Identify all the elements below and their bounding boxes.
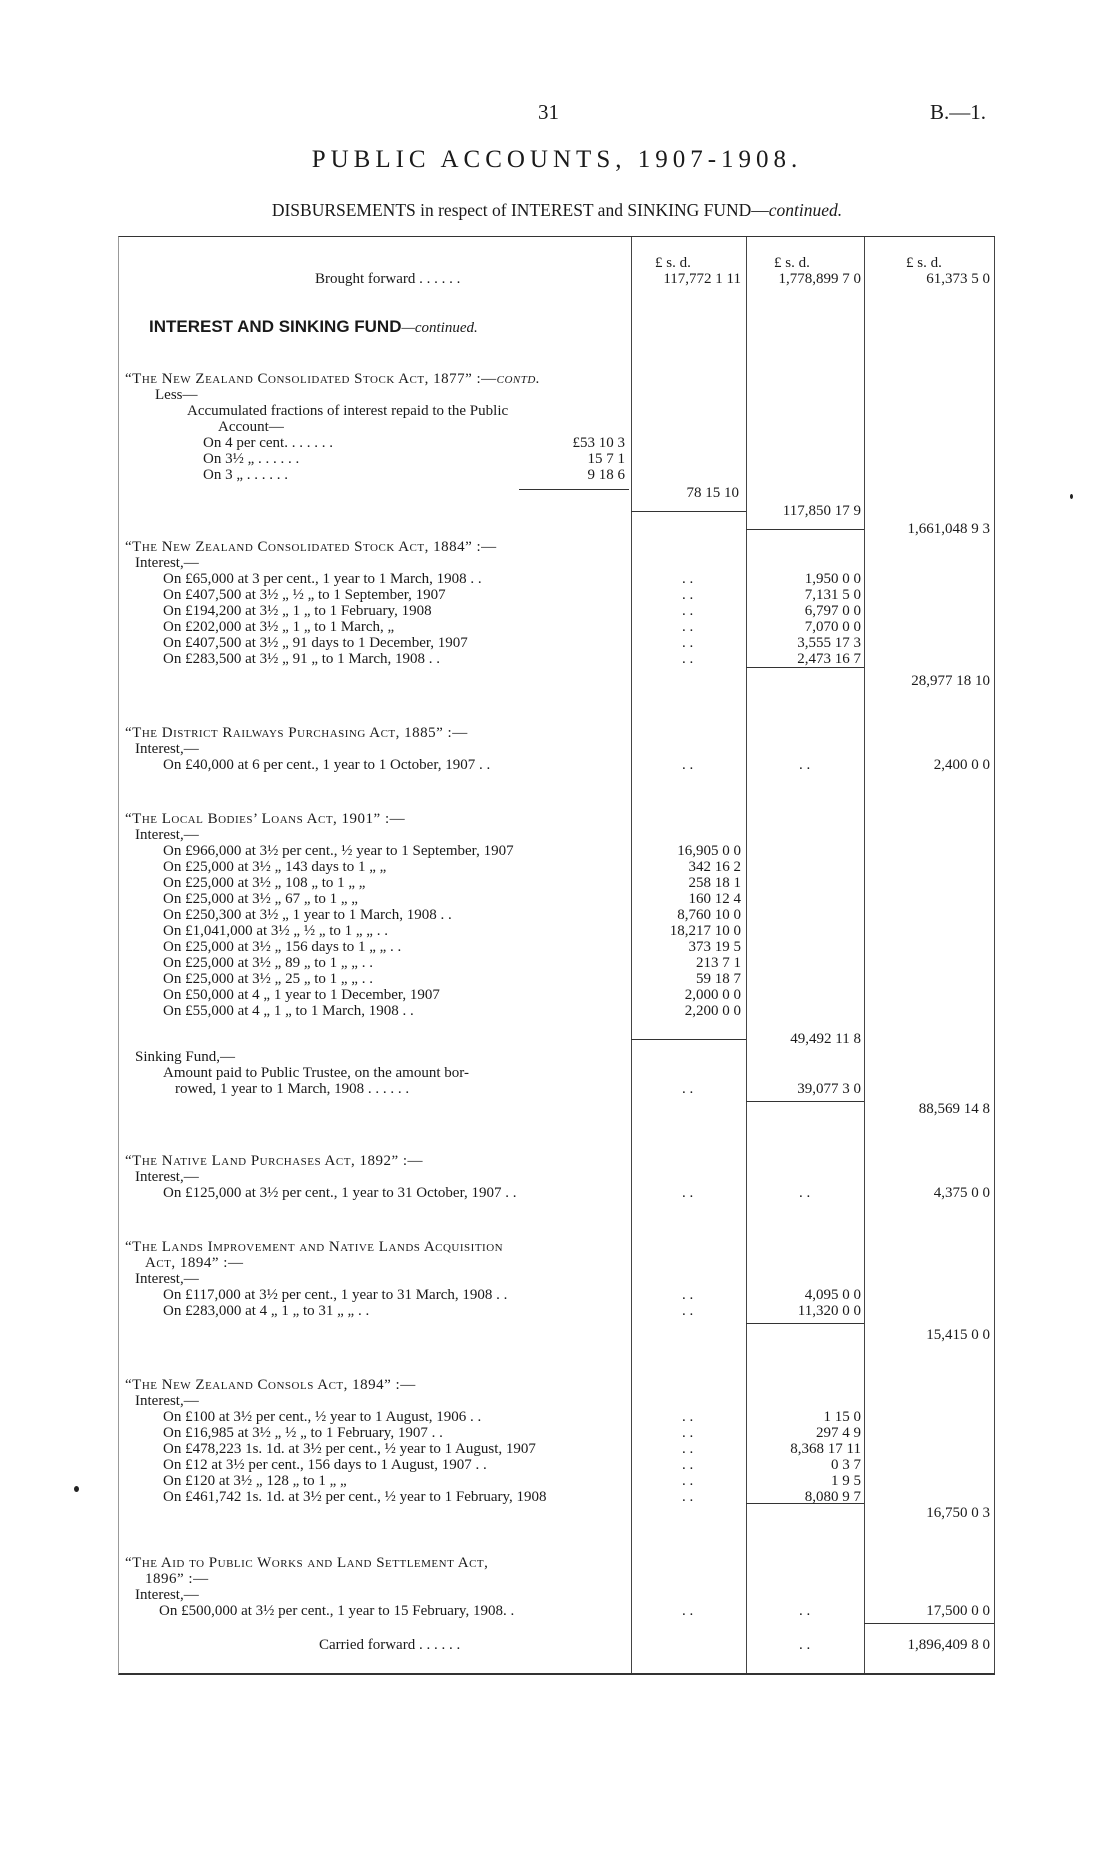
section-heading bbox=[149, 319, 478, 336]
act-1896-title-2: 1896” :— bbox=[145, 1571, 209, 1587]
act-1894b-line-5-col1: . . bbox=[682, 1473, 694, 1489]
act-1901-sinking-desc-2: rowed, 1 year to 1 March, 1908 . . . . . . bbox=[175, 1081, 410, 1097]
act-1901-line-1-col1: 16,905 0 0 bbox=[677, 843, 741, 859]
act-1894b-title: “The New Zealand Consols Act, 1894” :— bbox=[125, 1377, 416, 1393]
act-1901-line-9-col1: 59 18 7 bbox=[696, 971, 741, 987]
act-1884-col2-rule bbox=[746, 667, 864, 668]
subtitle-prefix: DISBURSEMENTS in respect of INTEREST and SINKING FUND— bbox=[271, 200, 769, 220]
act-1901-line-3-label: On £25,000 at 3½ „ 108 „ to 1 „ „ bbox=[163, 875, 366, 891]
brought-forward-col2: 1,778,899 7 0 bbox=[778, 271, 861, 287]
act-1901-line-2-label: On £25,000 at 3½ „ 143 days to 1 „ „ bbox=[163, 859, 387, 875]
act-1896-line: On £500,000 at 3½ per cent., 1 year to 15 February, 1908. . bbox=[159, 1603, 515, 1619]
act-1894b-col3-total: 16,750 0 3 bbox=[926, 1505, 990, 1521]
act-1901-line-10-label: On £50,000 at 4 „ 1 year to 1 December, 1907 bbox=[163, 987, 440, 1003]
act-1894b-interest: Interest,— bbox=[135, 1393, 199, 1409]
act-1892-col3: 4,375 0 0 bbox=[933, 1185, 990, 1201]
act-1884-line-4-label: On £202,000 at 3½ „ 1 „ to 1 March, „ bbox=[163, 619, 395, 635]
act-1894b-line-2-col1: . . bbox=[682, 1425, 694, 1441]
act-1896-col3-rule bbox=[864, 1623, 994, 1624]
act-1877-subtotal-rule bbox=[519, 489, 629, 490]
act-1877-line-1-amount: £53 10 3 bbox=[572, 435, 625, 451]
subtitle-suffix: continued. bbox=[768, 200, 843, 220]
act-1894a-line-1-col1: . . bbox=[682, 1287, 694, 1303]
act-1901-line-4-label: On £25,000 at 3½ „ 67 „ to 1 „ „ bbox=[163, 891, 358, 907]
act-1894a-line-1-label: On £117,000 at 3½ per cent., 1 year to 31 March, 1908 . . bbox=[163, 1287, 508, 1303]
print-mark bbox=[74, 1486, 79, 1492]
act-1894b-line-3-label: On £478,223 1s. 1d. at 3½ per cent., ½ year to 1 August, 1907 bbox=[163, 1441, 536, 1457]
act-1894b-line-1-col2: 1 15 0 bbox=[823, 1409, 861, 1425]
act-1901-line-8-label: On £25,000 at 3½ „ 89 „ to 1 „ „ . . bbox=[163, 955, 373, 971]
act-1877-col3-total: 1,661,048 9 3 bbox=[907, 521, 990, 537]
act-1896-col3: 17,500 0 0 bbox=[926, 1603, 990, 1619]
act-1896-col2: . . bbox=[799, 1603, 811, 1619]
act-1901-line-11-label: On £55,000 at 4 „ 1 „ to 1 March, 1908 . . bbox=[163, 1003, 414, 1019]
act-1884-line-2-col1: . . bbox=[682, 587, 694, 603]
act-1901-line-9-label: On £25,000 at 3½ „ 25 „ to 1 „ „ . . bbox=[163, 971, 373, 987]
act-1901-line-11-col1: 2,200 0 0 bbox=[684, 1003, 741, 1019]
act-1901-sinking-desc-1: Amount paid to Public Trustee, on the amount bor- bbox=[163, 1065, 469, 1081]
act-1884-line-3-col2: 6,797 0 0 bbox=[804, 603, 861, 619]
act-1901-sinking-col1: . . bbox=[682, 1081, 694, 1097]
act-1901-col1-rule bbox=[631, 1039, 746, 1040]
act-1894a-title-2: Act, 1894” :— bbox=[145, 1255, 244, 1271]
act-1892-col2: . . bbox=[799, 1185, 811, 1201]
act-1894a-line-2-label: On £283,000 at 4 „ 1 „ to 31 „ „ . . bbox=[163, 1303, 370, 1319]
section-title: INTEREST AND SINKING FUND bbox=[149, 317, 402, 336]
section-suffix: —continued. bbox=[401, 320, 478, 336]
act-1894b-line-5-col2: 1 9 5 bbox=[831, 1473, 861, 1489]
act-1877-col1-rule bbox=[631, 511, 746, 512]
act-1901-line-4-col1: 160 12 4 bbox=[688, 891, 741, 907]
act-1894b-line-6-label: On £461,742 1s. 1d. at 3½ per cent., ½ year to 1 February, 1908 bbox=[163, 1489, 547, 1505]
act-1877-title bbox=[125, 371, 540, 387]
act-1894a-title-1: “The Lands Improvement and Native Lands Acquisition bbox=[125, 1239, 504, 1255]
act-1885-title: “The District Railways Purchasing Act, 1885” :— bbox=[125, 725, 468, 741]
act-1884-line-2-label: On £407,500 at 3½ „ ½ „ to 1 September, 1907 bbox=[163, 587, 446, 603]
act-1892-interest: Interest,— bbox=[135, 1169, 199, 1185]
act-1901-line-5-col1: 8,760 10 0 bbox=[677, 907, 741, 923]
disbursements-table bbox=[118, 236, 995, 1675]
carried-forward-col3: 1,896,409 8 0 bbox=[907, 1637, 990, 1653]
act-1884-line-1-label: On £65,000 at 3 per cent., 1 year to 1 March, 1908 . . bbox=[163, 571, 482, 587]
act-1901-line-2-col1: 342 16 2 bbox=[688, 859, 741, 875]
act-1901-line-8-col1: 213 7 1 bbox=[696, 955, 741, 971]
act-1894b-line-1-col1: . . bbox=[682, 1409, 694, 1425]
act-1884-line-3-col1: . . bbox=[682, 603, 694, 619]
act-1884-col3-total: 28,977 18 10 bbox=[911, 673, 990, 689]
act-1884-line-6-col1: . . bbox=[682, 651, 694, 667]
carried-forward-label: Carried forward . . . . . . bbox=[319, 1637, 461, 1653]
page-number: 31 bbox=[538, 100, 559, 124]
act-1894a-interest: Interest,— bbox=[135, 1271, 199, 1287]
act-1894b-line-2-label: On £16,985 at 3½ „ ½ „ to 1 February, 1907 . . bbox=[163, 1425, 443, 1441]
page-title: PUBLIC ACCOUNTS, 1907-1908. bbox=[311, 146, 803, 173]
act-1877-line-3-label: On 3 „ . . . . . . bbox=[203, 467, 288, 483]
act-1894b-line-5-label: On £120 at 3½ „ 128 „ to 1 „ „ bbox=[163, 1473, 347, 1489]
act-1901-col3-total: 88,569 14 8 bbox=[918, 1101, 990, 1117]
act-1877-line-2-label: On 3½ „ . . . . . . bbox=[203, 451, 300, 467]
act-1885-interest: Interest,— bbox=[135, 741, 199, 757]
act-1884-line-4-col2: 7,070 0 0 bbox=[804, 619, 861, 635]
brought-forward-label: Brought forward . . . . . . bbox=[315, 271, 461, 287]
act-1892-line: On £125,000 at 3½ per cent., 1 year to 31 October, 1907 . . bbox=[163, 1185, 517, 1201]
print-mark bbox=[1070, 494, 1073, 499]
act-1877-col2-total: 117,850 17 9 bbox=[782, 503, 861, 519]
act-1877-line-3-amount: 9 18 6 bbox=[587, 467, 625, 483]
act-1894b-line-6-col1: . . bbox=[682, 1489, 694, 1505]
act-1894b-line-4-label: On £12 at 3½ per cent., 156 days to 1 August, 1907 . . bbox=[163, 1457, 487, 1473]
act-1894b-line-4-col1: . . bbox=[682, 1457, 694, 1473]
act-1901-line-7-col1: 373 19 5 bbox=[688, 939, 741, 955]
act-1901-line-1-label: On £966,000 at 3½ per cent., ½ year to 1 September, 1907 bbox=[163, 843, 514, 859]
act-1894b-line-3-col2: 8,368 17 11 bbox=[790, 1441, 861, 1457]
act-1884-line-6-label: On £283,500 at 3½ „ 91 „ to 1 March, 1908 . . bbox=[163, 651, 441, 667]
act-1877-col1-total: 78 15 10 bbox=[686, 485, 739, 501]
act-1901-sinking-col2: 39,077 3 0 bbox=[797, 1081, 861, 1097]
column-divider-3 bbox=[864, 237, 865, 1673]
act-1896-col1: . . bbox=[682, 1603, 694, 1619]
act-1894b-line-4-col2: 0 3 7 bbox=[831, 1457, 861, 1473]
act-1884-title: “The New Zealand Consolidated Stock Act, 1884” :— bbox=[125, 539, 497, 555]
act-1884-line-1-col1: . . bbox=[682, 571, 694, 587]
act-1884-line-4-col1: . . bbox=[682, 619, 694, 635]
column-divider-right bbox=[994, 237, 995, 1673]
act-1901-interest: Interest,— bbox=[135, 827, 199, 843]
act-1894b-line-3-col1: . . bbox=[682, 1441, 694, 1457]
brought-forward-col3: 61,373 5 0 bbox=[926, 271, 990, 287]
act-1901-col2-interest-total: 49,492 11 8 bbox=[790, 1031, 861, 1047]
act-1894b-line-6-col2: 8,080 9 7 bbox=[804, 1489, 861, 1505]
act-1885-line: On £40,000 at 6 per cent., 1 year to 1 October, 1907 . . bbox=[163, 757, 491, 773]
carried-forward-col2: . . bbox=[799, 1637, 811, 1653]
act-1877-less: Less— bbox=[155, 387, 198, 403]
act-1901-title: “The Local Bodies’ Loans Act, 1901” :— bbox=[125, 811, 406, 827]
act-1885-col1: . . bbox=[682, 757, 694, 773]
act-1901-line-7-label: On £25,000 at 3½ „ 156 days to 1 „ „ . . bbox=[163, 939, 402, 955]
act-1877-contd: contd. bbox=[496, 371, 541, 387]
act-1884-line-1-col2: 1,950 0 0 bbox=[804, 571, 861, 587]
act-1877-title-text: “The New Zealand Consolidated Stock Act, 1877” :— bbox=[125, 371, 497, 387]
col1-currency-header: £ s. d. bbox=[655, 255, 691, 271]
act-1884-line-5-col1: . . bbox=[682, 635, 694, 651]
act-1894a-line-2-col1: . . bbox=[682, 1303, 694, 1319]
col3-currency-header: £ s. d. bbox=[906, 255, 942, 271]
act-1877-col2-rule bbox=[746, 529, 864, 530]
act-1896-title-1: “The Aid to Public Works and Land Settlement Act, bbox=[125, 1555, 489, 1571]
act-1885-col2: . . bbox=[799, 757, 811, 773]
act-1877-desc-1: Accumulated fractions of interest repaid to the Public bbox=[187, 403, 509, 419]
page-subtitle bbox=[0, 200, 1114, 221]
act-1894a-col3-total: 15,415 0 0 bbox=[926, 1327, 990, 1343]
act-1896-interest: Interest,— bbox=[135, 1587, 199, 1603]
act-1901-line-6-label: On £1,041,000 at 3½ „ ½ „ to 1 „ „ . . bbox=[163, 923, 388, 939]
act-1901-line-10-col1: 2,000 0 0 bbox=[684, 987, 741, 1003]
act-1901-sinking-fund: Sinking Fund,— bbox=[135, 1049, 236, 1065]
act-1884-line-2-col2: 7,131 5 0 bbox=[804, 587, 861, 603]
act-1892-col1: . . bbox=[682, 1185, 694, 1201]
act-1884-line-5-col2: 3,555 17 3 bbox=[797, 635, 861, 651]
act-1877-desc-2: Account— bbox=[218, 419, 284, 435]
act-1877-line-1-label: On 4 per cent. . . . . . . bbox=[203, 435, 333, 451]
act-1894a-line-1-col2: 4,095 0 0 bbox=[804, 1287, 861, 1303]
act-1885-col3: 2,400 0 0 bbox=[933, 757, 990, 773]
act-1901-col2-rule bbox=[746, 1101, 864, 1102]
act-1901-line-5-label: On £250,300 at 3½ „ 1 year to 1 March, 1908 . . bbox=[163, 907, 452, 923]
act-1877-line-2-amount: 15 7 1 bbox=[587, 451, 625, 467]
act-1901-line-3-col1: 258 18 1 bbox=[688, 875, 741, 891]
act-1884-interest: Interest,— bbox=[135, 555, 199, 571]
brought-forward-col1: 117,772 1 11 bbox=[663, 271, 741, 287]
document-reference: B.—1. bbox=[930, 100, 987, 124]
act-1884-line-3-label: On £194,200 at 3½ „ 1 „ to 1 February, 1908 bbox=[163, 603, 432, 619]
col2-currency-header: £ s. d. bbox=[774, 255, 810, 271]
act-1894b-line-1-label: On £100 at 3½ per cent., ½ year to 1 August, 1906 . . bbox=[163, 1409, 482, 1425]
act-1884-line-5-label: On £407,500 at 3½ „ 91 days to 1 December, 1907 bbox=[163, 635, 468, 651]
act-1884-line-6-col2: 2,473 16 7 bbox=[797, 651, 861, 667]
act-1892-title: “The Native Land Purchases Act, 1892” :— bbox=[125, 1153, 424, 1169]
act-1901-line-6-col1: 18,217 10 0 bbox=[669, 923, 741, 939]
act-1894a-line-2-col2: 11,320 0 0 bbox=[797, 1303, 861, 1319]
act-1894b-line-2-col2: 297 4 9 bbox=[816, 1425, 861, 1441]
act-1894a-col2-rule bbox=[746, 1323, 864, 1324]
